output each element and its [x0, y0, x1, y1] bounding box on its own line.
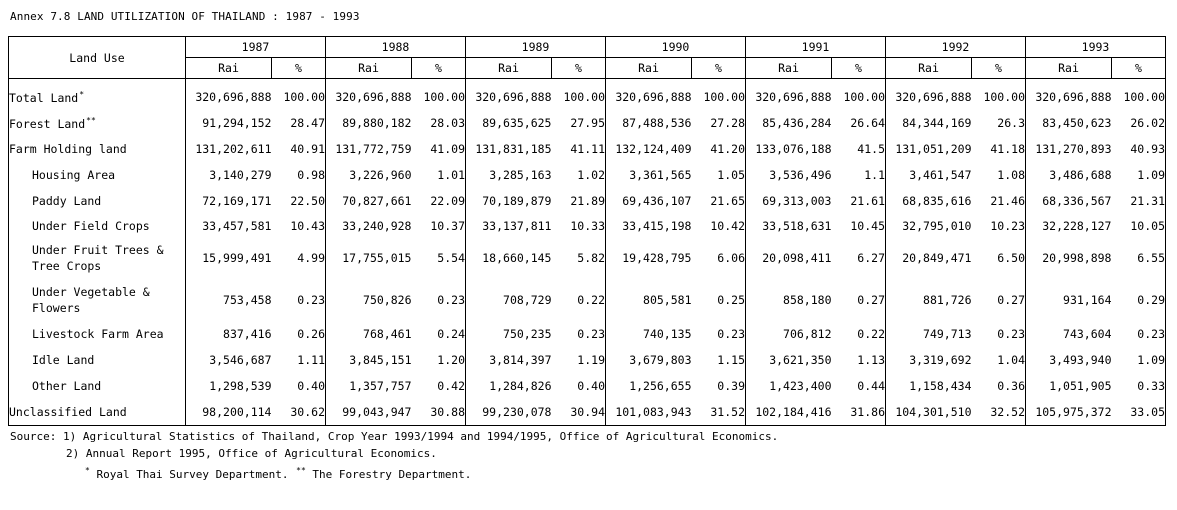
rai-cell: 131,772,759 [335, 142, 412, 156]
rai-cell: 131,831,185 [475, 142, 552, 156]
rai-cell: 20,849,471 [902, 251, 972, 265]
rai-header: Rai [186, 58, 272, 79]
rai-cell: 105,975,372 [1026, 399, 1112, 426]
footnote-marker: * [85, 466, 90, 475]
rai-cell: 3,319,692 [909, 353, 972, 367]
rai-cell: 3,814,397 [489, 353, 552, 367]
table-row [9, 110, 1166, 136]
pct-cell: 1.09 [1112, 162, 1166, 188]
pct-cell: 41.11 [552, 136, 606, 162]
pct-cell: 33.05 [1112, 399, 1166, 426]
rai-header: Rai [466, 58, 552, 79]
rai-cell: 32,795,010 [902, 218, 972, 233]
pct-cell: 0.39 [692, 373, 746, 399]
footnote-marker: ** [86, 115, 96, 125]
row-label [9, 279, 186, 321]
pct-cell: 27.28 [692, 110, 746, 136]
pct-cell: 0.24 [412, 321, 466, 347]
pct-cell: 0.23 [272, 279, 326, 321]
pct-cell: 31.52 [692, 399, 746, 426]
pct-cell: 41.09 [412, 136, 466, 162]
land-use-header: Land Use [9, 37, 186, 79]
row-label-text: Under Field Crops [32, 218, 150, 233]
row-label-text: Under Fruit Trees & Tree Crops [32, 243, 164, 273]
row-label [9, 136, 186, 162]
pct-cell: 30.62 [272, 399, 326, 426]
row-label-text: Housing Area [32, 168, 116, 182]
rai-cell: 768,461 [363, 327, 412, 341]
rai-cell: 69,313,003 [762, 194, 832, 208]
row-label-text: Under Vegetable & Flowers [32, 285, 150, 315]
rai-cell: 1,357,757 [349, 379, 412, 393]
year-header: 1987 [186, 37, 326, 58]
pct-header: % [832, 58, 886, 79]
rai-cell: 89,635,625 [482, 116, 552, 130]
pct-cell: 41.18 [972, 136, 1026, 162]
table-row [9, 399, 1166, 426]
table-row [9, 373, 1166, 399]
year-header: 1990 [606, 37, 746, 58]
pct-cell: 6.06 [692, 237, 746, 279]
rai-cell: 837,416 [223, 327, 272, 341]
rai-cell: 743,604 [1063, 327, 1112, 341]
pct-cell: 22.50 [272, 188, 326, 214]
rai-cell: 1,051,905 [1049, 379, 1112, 393]
pct-cell: 5.54 [412, 237, 466, 279]
pct-cell: 100.00 [412, 84, 466, 110]
pct-cell: 0.44 [832, 373, 886, 399]
table-row [9, 237, 1166, 279]
pct-cell: 100.00 [1112, 84, 1166, 110]
pct-cell: 100.00 [552, 84, 606, 110]
rai-cell: 1,158,434 [909, 379, 972, 393]
rai-cell: 3,536,496 [769, 168, 832, 182]
rai-cell: 99,043,947 [326, 399, 412, 426]
pct-cell: 0.27 [832, 279, 886, 321]
footnote-royal-thai-survey: Royal Thai Survey Department. [96, 468, 289, 481]
pct-cell: 10.45 [832, 214, 886, 237]
rai-cell: 87,488,536 [622, 116, 692, 130]
rai-cell: 3,285,163 [489, 168, 552, 182]
rai-cell: 320,696,888 [895, 90, 972, 104]
pct-cell: 0.29 [1112, 279, 1166, 321]
pct-cell: 0.23 [692, 321, 746, 347]
rai-cell: 858,180 [783, 293, 832, 307]
rai-cell: 32,228,127 [1042, 218, 1112, 233]
row-label [9, 110, 186, 136]
rai-cell: 33,457,581 [202, 218, 272, 233]
pct-cell: 1.20 [412, 347, 466, 373]
row-label [9, 237, 186, 279]
source-note-1: Source: 1) Agricultural Statistics of Thailand, Crop Year 1993/1994 and 1994/1995, Office of Agricultural Economics. [10, 430, 779, 443]
pct-cell: 10.05 [1112, 214, 1166, 237]
pct-cell: 40.91 [272, 136, 326, 162]
pct-cell: 6.27 [832, 237, 886, 279]
rai-cell: 33,240,928 [342, 218, 412, 233]
row-label-text: Paddy Land [32, 194, 102, 208]
row-label [9, 84, 186, 110]
rai-cell: 98,200,114 [186, 399, 272, 426]
rai-cell: 1,284,826 [489, 379, 552, 393]
pct-cell: 100.00 [272, 84, 326, 110]
pct-cell: 100.00 [972, 84, 1026, 110]
year-header: 1988 [326, 37, 466, 58]
rai-cell: 101,083,943 [606, 399, 692, 426]
pct-cell: 0.23 [552, 321, 606, 347]
rai-cell: 89,880,182 [342, 116, 412, 130]
pct-cell: 1.15 [692, 347, 746, 373]
rai-cell: 19,428,795 [622, 251, 692, 265]
pct-cell: 6.50 [972, 237, 1026, 279]
pct-cell: 5.82 [552, 237, 606, 279]
row-label-text: Unclassified Land [9, 405, 127, 419]
pct-cell: 30.88 [412, 399, 466, 426]
rai-cell: 104,301,510 [886, 399, 972, 426]
rai-cell: 1,298,539 [209, 379, 272, 393]
pct-cell: 26.02 [1112, 110, 1166, 136]
rai-cell: 133,076,188 [755, 142, 832, 156]
rai-cell: 70,827,661 [342, 194, 412, 208]
pct-cell: 1.04 [972, 347, 1026, 373]
pct-cell: 1.08 [972, 162, 1026, 188]
pct-cell: 1.1 [832, 162, 886, 188]
pct-cell: 21.31 [1112, 188, 1166, 214]
rai-cell: 70,189,879 [482, 194, 552, 208]
pct-cell: 41.5 [832, 136, 886, 162]
rai-cell: 750,826 [363, 293, 412, 307]
pct-cell: 1.13 [832, 347, 886, 373]
rai-cell: 84,344,169 [902, 116, 972, 130]
page-title: Annex 7.8 LAND UTILIZATION OF THAILAND : 1987 - 1993 [10, 10, 360, 23]
rai-cell: 3,486,688 [1049, 168, 1112, 182]
pct-cell: 27.95 [552, 110, 606, 136]
row-label [9, 162, 186, 188]
row-label [9, 188, 186, 214]
pct-cell: 0.23 [1112, 321, 1166, 347]
rai-cell: 3,493,940 [1049, 353, 1112, 367]
footnote-marker: * [79, 89, 85, 99]
pct-cell: 0.23 [412, 279, 466, 321]
pct-cell: 26.64 [832, 110, 886, 136]
rai-cell: 33,137,811 [482, 218, 552, 233]
row-label [9, 373, 186, 399]
footnote-forestry: The Forestry Department. [312, 468, 472, 481]
table-row [9, 188, 1166, 214]
table-row [9, 214, 1166, 237]
row-label [9, 399, 186, 426]
rai-cell: 33,415,198 [622, 218, 692, 233]
pct-header: % [412, 58, 466, 79]
year-header: 1991 [746, 37, 886, 58]
pct-cell: 41.20 [692, 136, 746, 162]
pct-cell: 21.61 [832, 188, 886, 214]
pct-cell: 0.26 [272, 321, 326, 347]
pct-cell: 100.00 [692, 84, 746, 110]
row-label-text: Total Land [9, 90, 79, 105]
year-header: 1992 [886, 37, 1026, 58]
rai-cell: 131,051,209 [895, 142, 972, 156]
rai-cell: 750,235 [503, 327, 552, 341]
pct-cell: 28.03 [412, 110, 466, 136]
pct-cell: 1.19 [552, 347, 606, 373]
rai-cell: 931,164 [1063, 293, 1112, 307]
rai-header: Rai [326, 58, 412, 79]
rai-header: Rai [886, 58, 972, 79]
rai-cell: 749,713 [923, 327, 972, 341]
row-label-text: Livestock Farm Area [32, 327, 164, 341]
rai-cell: 3,140,279 [209, 168, 272, 182]
rai-cell: 83,450,623 [1042, 116, 1112, 130]
rai-cell: 3,361,565 [629, 168, 692, 182]
rai-header: Rai [746, 58, 832, 79]
notes [10, 428, 778, 483]
pct-header: % [972, 58, 1026, 79]
rai-cell: 740,135 [643, 327, 692, 341]
rai-cell: 320,696,888 [615, 90, 692, 104]
year-header: 1989 [466, 37, 606, 58]
pct-cell: 30.94 [552, 399, 606, 426]
row-label [9, 214, 186, 237]
rai-cell: 1,256,655 [629, 379, 692, 393]
rai-cell: 99,230,078 [466, 399, 552, 426]
rai-cell: 85,436,284 [762, 116, 832, 130]
row-label [9, 347, 186, 373]
row-label-text: Forest Land [9, 116, 86, 131]
rai-cell: 68,336,567 [1042, 194, 1112, 208]
rai-cell: 132,124,409 [615, 142, 692, 156]
pct-cell: 0.33 [1112, 373, 1166, 399]
pct-cell: 0.40 [552, 373, 606, 399]
rai-cell: 753,458 [223, 293, 272, 307]
pct-cell: 0.23 [972, 321, 1026, 347]
pct-cell: 10.37 [412, 214, 466, 237]
source-note-2: 2) Annual Report 1995, Office of Agricultural Economics. [66, 447, 437, 460]
rai-cell: 91,294,152 [202, 116, 272, 130]
pct-cell: 1.09 [1112, 347, 1166, 373]
pct-cell: 0.42 [412, 373, 466, 399]
rai-cell: 33,518,631 [762, 218, 832, 233]
pct-cell: 21.65 [692, 188, 746, 214]
pct-cell: 10.33 [552, 214, 606, 237]
pct-cell: 21.89 [552, 188, 606, 214]
rai-cell: 320,696,888 [755, 90, 832, 104]
pct-header: % [552, 58, 606, 79]
rai-cell: 20,998,898 [1042, 251, 1112, 265]
rai-cell: 18,660,145 [482, 251, 552, 265]
rai-cell: 3,546,687 [209, 353, 272, 367]
row-label [9, 321, 186, 347]
rai-cell: 3,226,960 [349, 168, 412, 182]
rai-cell: 708,729 [503, 293, 552, 307]
pct-cell: 0.25 [692, 279, 746, 321]
rai-cell: 102,184,416 [746, 399, 832, 426]
footnote-marker: ** [296, 466, 306, 475]
pct-cell: 0.22 [552, 279, 606, 321]
pct-cell: 0.40 [272, 373, 326, 399]
pct-cell: 10.23 [972, 214, 1026, 237]
rai-cell: 706,812 [783, 327, 832, 341]
footnote-line [10, 462, 778, 483]
pct-cell: 4.99 [272, 237, 326, 279]
table-body [9, 79, 1166, 426]
rai-cell: 881,726 [923, 293, 972, 307]
rai-cell: 3,679,803 [629, 353, 692, 367]
row-label-text: Idle Land [32, 353, 95, 367]
table-row [9, 84, 1166, 110]
rai-cell: 69,436,107 [622, 194, 692, 208]
pct-cell: 1.01 [412, 162, 466, 188]
rai-cell: 20,098,411 [762, 251, 832, 265]
pct-cell: 0.27 [972, 279, 1026, 321]
land-utilization-table [8, 36, 1166, 426]
rai-cell: 131,202,611 [195, 142, 272, 156]
rai-cell: 3,621,350 [769, 353, 832, 367]
pct-cell: 22.09 [412, 188, 466, 214]
row-label-text: Other Land [32, 379, 102, 393]
pct-header: % [272, 58, 326, 79]
rai-cell: 320,696,888 [475, 90, 552, 104]
year-header: 1993 [1026, 37, 1166, 58]
pct-header: % [1112, 58, 1166, 79]
pct-cell: 1.05 [692, 162, 746, 188]
rai-header: Rai [606, 58, 692, 79]
rai-cell: 320,696,888 [195, 90, 272, 104]
table-row [9, 279, 1166, 321]
pct-cell: 10.43 [272, 214, 326, 237]
pct-cell: 1.11 [272, 347, 326, 373]
rai-cell: 131,270,893 [1035, 142, 1112, 156]
pct-header: % [692, 58, 746, 79]
pct-cell: 28.47 [272, 110, 326, 136]
pct-cell: 100.00 [832, 84, 886, 110]
table-row [9, 162, 1166, 188]
pct-cell: 0.22 [832, 321, 886, 347]
pct-cell: 40.93 [1112, 136, 1166, 162]
pct-cell: 26.3 [972, 110, 1026, 136]
pct-cell: 21.46 [972, 188, 1026, 214]
pct-cell: 31.86 [832, 399, 886, 426]
pct-cell: 0.98 [272, 162, 326, 188]
table-row [9, 347, 1166, 373]
rai-cell: 320,696,888 [335, 90, 412, 104]
row-label-text: Farm Holding land [9, 142, 127, 156]
rai-cell: 3,845,151 [349, 353, 412, 367]
table-row [9, 321, 1166, 347]
rai-header: Rai [1026, 58, 1112, 79]
pct-cell: 10.42 [692, 214, 746, 237]
rai-cell: 68,835,616 [902, 194, 972, 208]
rai-cell: 15,999,491 [202, 251, 272, 265]
rai-cell: 3,461,547 [909, 168, 972, 182]
pct-cell: 6.55 [1112, 237, 1166, 279]
rai-cell: 1,423,400 [769, 379, 832, 393]
rai-cell: 17,755,015 [342, 251, 412, 265]
pct-cell: 32.52 [972, 399, 1026, 426]
rai-cell: 320,696,888 [1035, 90, 1112, 104]
pct-cell: 1.02 [552, 162, 606, 188]
rai-cell: 72,169,171 [202, 194, 272, 208]
table-row [9, 136, 1166, 162]
rai-cell: 805,581 [643, 293, 692, 307]
pct-cell: 0.36 [972, 373, 1026, 399]
